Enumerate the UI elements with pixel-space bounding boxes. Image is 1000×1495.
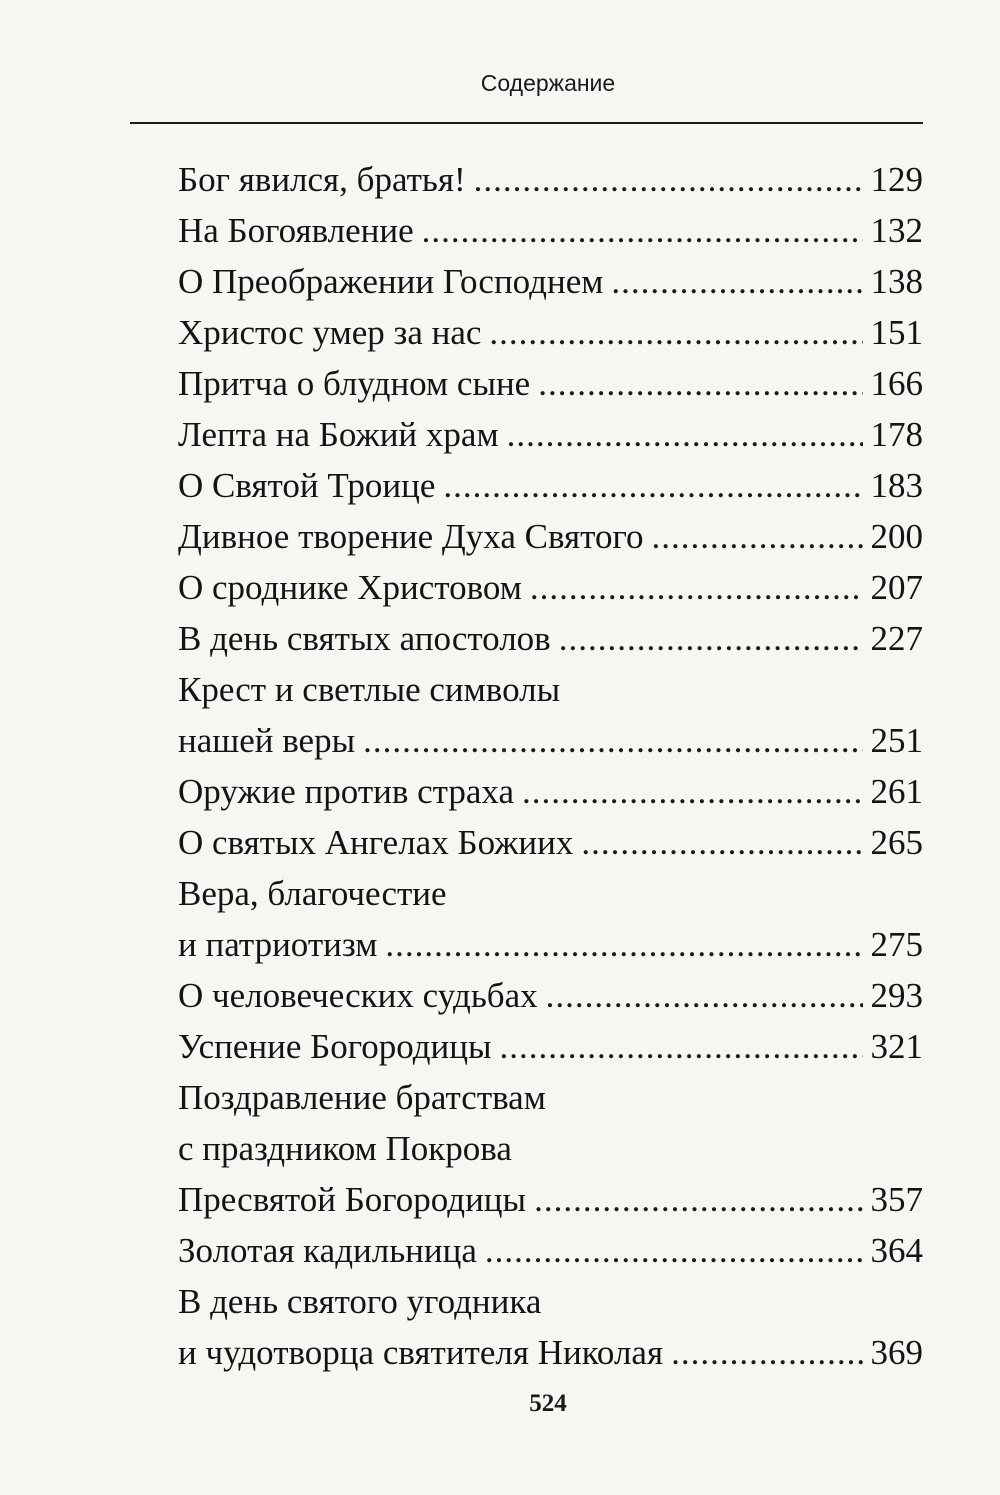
toc-entry-title-line: нашей веры [178, 721, 356, 760]
toc-entry-title: На Богоявление [178, 211, 414, 250]
toc-entry[interactable] [178, 1225, 923, 1276]
dot-leader [443, 460, 862, 511]
toc-entry-title: Успение Богородицы [178, 1027, 492, 1066]
table-of-contents [178, 154, 923, 1378]
toc-entry-page: 138 [870, 262, 923, 301]
toc-entry-title-line: Крест и светлые символы [178, 670, 561, 709]
toc-entry-title-line: и патриотизм [178, 925, 378, 964]
toc-entry[interactable] [178, 1072, 923, 1225]
toc-entry-page: 275 [870, 925, 923, 964]
toc-entry-page: 369 [870, 1333, 923, 1372]
toc-entry[interactable] [178, 817, 923, 868]
toc-entry-title: Притча о блудном сыне [178, 364, 531, 403]
toc-entry-title: О сроднике Христовом [178, 568, 522, 607]
toc-entry-page: 227 [870, 619, 923, 658]
toc-entry-title-line: и чудотворца святителя Николая [178, 1333, 664, 1372]
dot-leader [385, 919, 862, 970]
dot-leader [489, 307, 862, 358]
dot-leader [499, 1021, 862, 1072]
dot-leader [474, 154, 863, 205]
toc-entry[interactable] [178, 1276, 923, 1378]
toc-entry[interactable] [178, 868, 923, 970]
toc-entry-page: 183 [870, 466, 923, 505]
dot-leader [363, 715, 862, 766]
toc-entry[interactable] [178, 970, 923, 1021]
toc-entry[interactable] [178, 205, 923, 256]
toc-entry-page: 207 [870, 568, 923, 607]
toc-entry-title: О Святой Троице [178, 466, 436, 505]
toc-entry-page: 265 [870, 823, 923, 862]
toc-entry-page: 178 [870, 415, 923, 454]
toc-entry-title: Дивное творение Духа Святого [178, 517, 644, 556]
toc-entry-page: 261 [870, 772, 923, 811]
running-head-title: Содержание [480, 70, 616, 96]
toc-entry[interactable] [178, 256, 923, 307]
toc-entry-title-line: Поздравление братствам [178, 1078, 546, 1117]
dot-leader [507, 409, 863, 460]
toc-entry-page: 293 [870, 976, 923, 1015]
toc-entry-page: 357 [870, 1180, 923, 1219]
toc-entry[interactable] [178, 562, 923, 613]
dot-leader [530, 562, 863, 613]
toc-entry-title-line: с праздником Покрова [178, 1129, 512, 1168]
toc-entry[interactable] [178, 1021, 923, 1072]
dot-leader [581, 817, 862, 868]
toc-entry[interactable] [178, 154, 923, 205]
toc-entry-title: Оружие против страха [178, 772, 514, 811]
dot-leader [651, 511, 862, 562]
dot-leader [611, 256, 862, 307]
toc-entry-page: 166 [870, 364, 923, 403]
dot-leader [522, 766, 863, 817]
toc-entry-title: Золотая кадильница [178, 1231, 477, 1270]
toc-entry-page: 321 [870, 1027, 923, 1066]
toc-entry-title: В день святых апостолов [178, 619, 551, 658]
dot-leader [538, 358, 862, 409]
toc-entry[interactable] [178, 460, 923, 511]
toc-entry-title: Лепта на Божий храм [178, 415, 499, 454]
dot-leader [671, 1327, 862, 1378]
toc-entry[interactable] [178, 511, 923, 562]
dot-leader [559, 613, 863, 664]
toc-entry-title-line: Вера, благочестие [178, 874, 447, 913]
toc-entry[interactable] [178, 766, 923, 817]
toc-entry-page: 364 [870, 1231, 923, 1270]
dot-leader [534, 1174, 862, 1225]
toc-entry-title-line: Пресвятой Богородицы [178, 1180, 527, 1219]
header-rule [130, 122, 923, 124]
toc-entry-title: Бог явился, братья! [178, 160, 466, 199]
page-number: 524 [529, 1390, 567, 1417]
toc-entry-title: О святых Ангелах Божиих [178, 823, 574, 862]
toc-entry-page: 132 [870, 211, 923, 250]
toc-entry-page: 129 [870, 160, 923, 199]
toc-entry-page: 151 [870, 313, 923, 352]
dot-leader [485, 1225, 863, 1276]
toc-entry-page: 251 [870, 721, 923, 760]
toc-entry-page: 200 [870, 517, 923, 556]
toc-entry[interactable] [178, 613, 923, 664]
toc-entry[interactable] [178, 358, 923, 409]
toc-entry-title: О человеческих судьбах [178, 976, 538, 1015]
toc-entry[interactable] [178, 409, 923, 460]
toc-entry-title-line: В день святого угодника [178, 1282, 542, 1321]
toc-entry[interactable] [178, 664, 923, 766]
dot-leader [422, 205, 863, 256]
toc-entry-title: Христос умер за нас [178, 313, 482, 352]
toc-entry-title: О Преображении Господнем [178, 262, 604, 301]
toc-entry[interactable] [178, 307, 923, 358]
dot-leader [546, 970, 863, 1021]
